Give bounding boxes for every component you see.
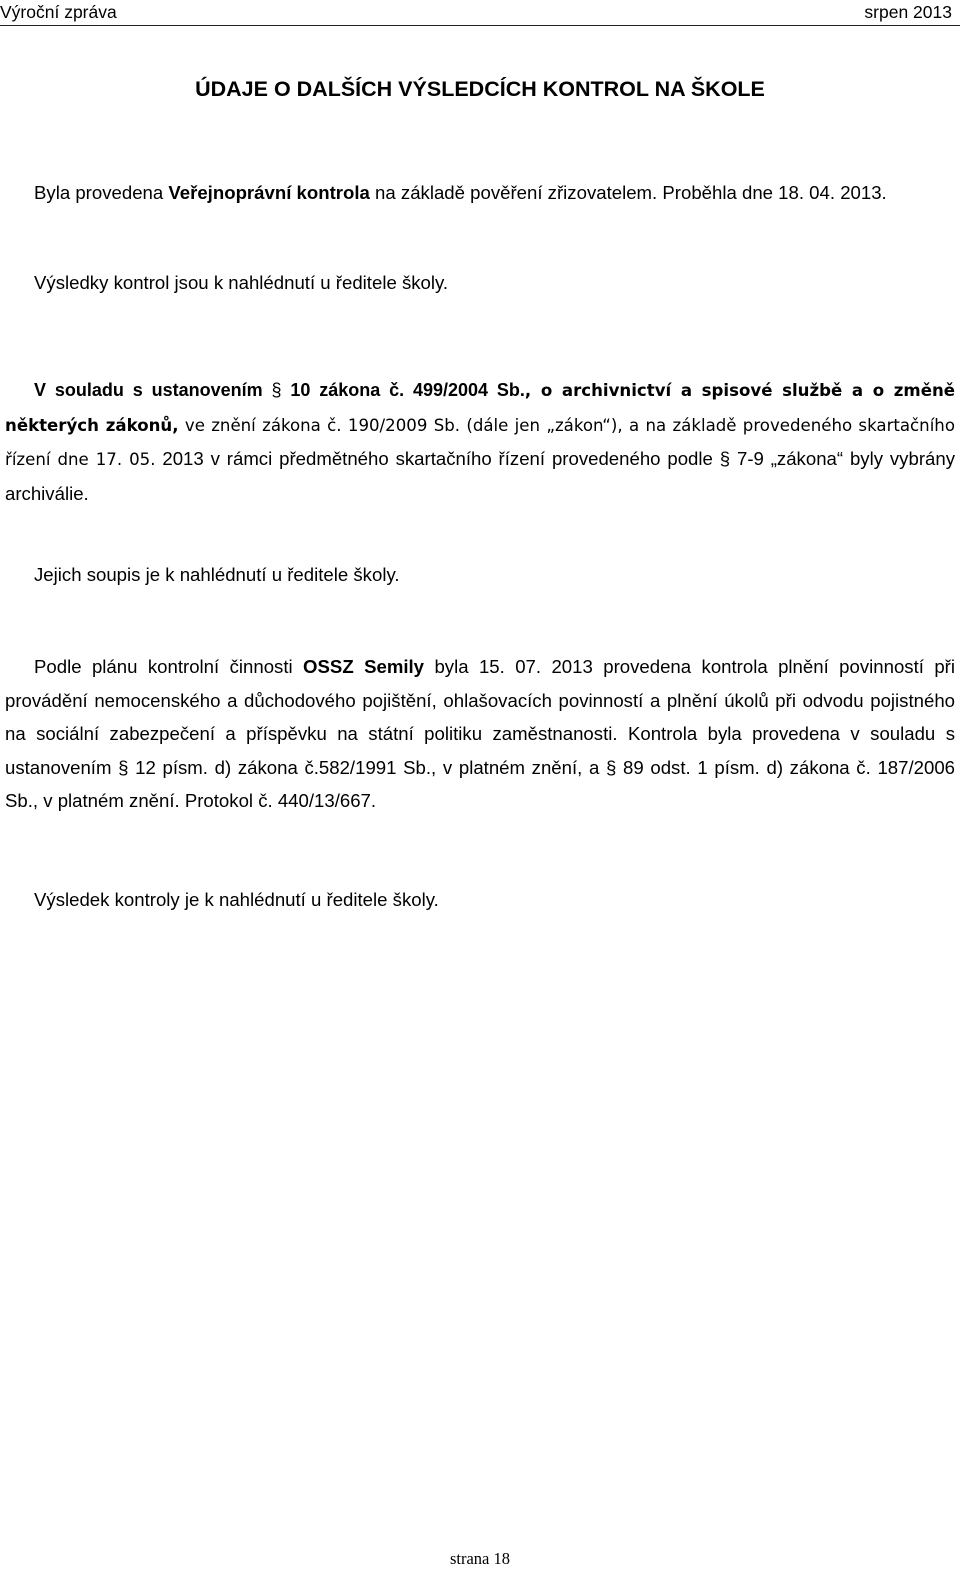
page-header bbox=[0, 0, 960, 26]
public-control-term: Veřejnoprávní kontrola bbox=[168, 182, 370, 203]
ossz-semily-term: OSSZ Semily bbox=[303, 656, 425, 677]
header-date: srpen 2013 bbox=[864, 2, 952, 22]
paragraph-archiving: V souladu s ustanovením § 10 zákona č. 499/2004 Sb., o archivnictví a spisové službě a o změně některých zákonů, ve znění zákona č. 190/2009 Sb. (dále jen „zákon“), a na základě provedeného skartačního řízení dne 17. 05. 2013 v rámci předmětného skartačního řízení provedeného podle § 7-9 „zákona“ byly vybrány archiválie. bbox=[5, 380, 956, 504]
page-number: strana 18 bbox=[449, 1549, 511, 1568]
paragraph-results-availability: Výsledky kontrol jsou k nahlédnutí u ředitele školy. bbox=[34, 272, 449, 293]
paragraph-ossz-control: Podle plánu kontrolní činnosti OSSZ Semily byla 15. 07. 2013 provedena kontrola plnění povinností při provádění nemocenského a důchodového pojištění, ohlašovacích povinností a plnění úkolů při odvodu pojistného na sociální zabezpečení a příspěvku na státní politiku zaměstnanosti. Kontrola byla provedena v souladu s ustanovením § 12 písm. d) zákona č.582/1991 Sb., v platném znění, a § 89 odst. 1 písm. d) zákona č. 187/2006 Sb., v platném znění. Protokol č. 440/13/667. bbox=[5, 656, 955, 811]
page-title: ÚDAJE O DALŠÍCH VÝSLEDCÍCH KONTROL NA ŠKOLE bbox=[195, 77, 765, 101]
paragraph-list-availability: Jejich soupis je k nahlédnutí u ředitele školy. bbox=[34, 564, 400, 585]
header-document-title: Výroční zpráva bbox=[0, 2, 117, 22]
paragraph-public-control: Byla provedena Veřejnoprávní kontrola na základě pověření zřizovatelem. Proběhla dne 18. 04. 2013. bbox=[34, 182, 887, 203]
paragraph-control-result: Výsledek kontroly je k nahlédnutí u ředitele školy. bbox=[34, 889, 439, 910]
